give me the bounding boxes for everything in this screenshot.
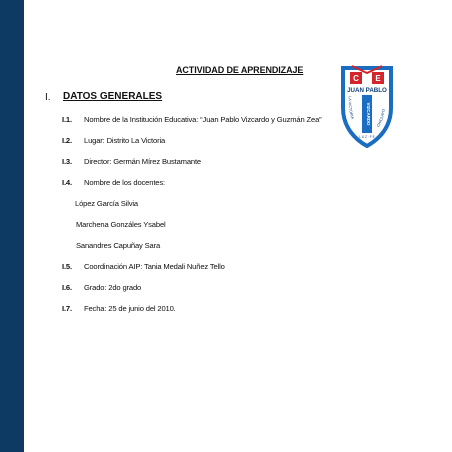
item-number: I.1. [62,115,72,124]
item-director [62,157,201,166]
item-number: I.3. [62,157,72,166]
item-text: Grado: 2do grado [84,283,142,292]
item-date [62,304,176,313]
logo-letter-c: C [353,74,359,83]
logo-letter-e: E [375,74,381,83]
teacher-name: Sanandres Capuñay Sara [76,241,161,250]
teacher-name: López García Silvia [75,199,138,208]
logo-bottom-text: L U Z · F E [359,135,375,139]
item-teachers-heading [62,178,165,187]
item-number: I.5. [62,262,72,271]
item-number: I.2. [62,136,72,145]
logo-right-arc-text: CHICLAYO [376,108,386,128]
item-institution [62,115,322,124]
item-text: Coordinación AIP: Tania Medali Nuñez Tello [84,262,225,271]
school-shield-logo [340,64,394,148]
logo-vertical-text: VIZCARDO [366,102,371,126]
item-number: I.4. [62,178,72,187]
section-number: I. [45,92,51,103]
item-coordination [62,262,225,271]
logo-left-arc-text: LA VICTORIA [347,96,355,120]
item-grade [62,283,141,292]
item-text: Fecha: 25 de junio del 2010. [84,304,176,313]
document-title: ACTIVIDAD DE APRENDIZAJE [176,65,304,75]
left-side-bar [0,0,24,452]
item-text: Nombre de la Institución Educativa: “Juan Pablo Vizcardo y Guzmán Zea” [84,115,322,124]
item-text: Director: Germán Mírez Bustamante [84,157,202,166]
item-number: I.6. [62,283,72,292]
item-text: Lugar: Distrito La Victoria [84,136,166,145]
teacher-name: Marchena Gonzáles Ysabel [76,220,166,229]
item-location [62,136,165,145]
item-number: I.7. [62,304,72,313]
item-text: Nombre de los docentes: [84,178,165,187]
section-title: DATOS GENERALES [63,91,163,102]
logo-name: JUAN PABLO [347,87,387,94]
